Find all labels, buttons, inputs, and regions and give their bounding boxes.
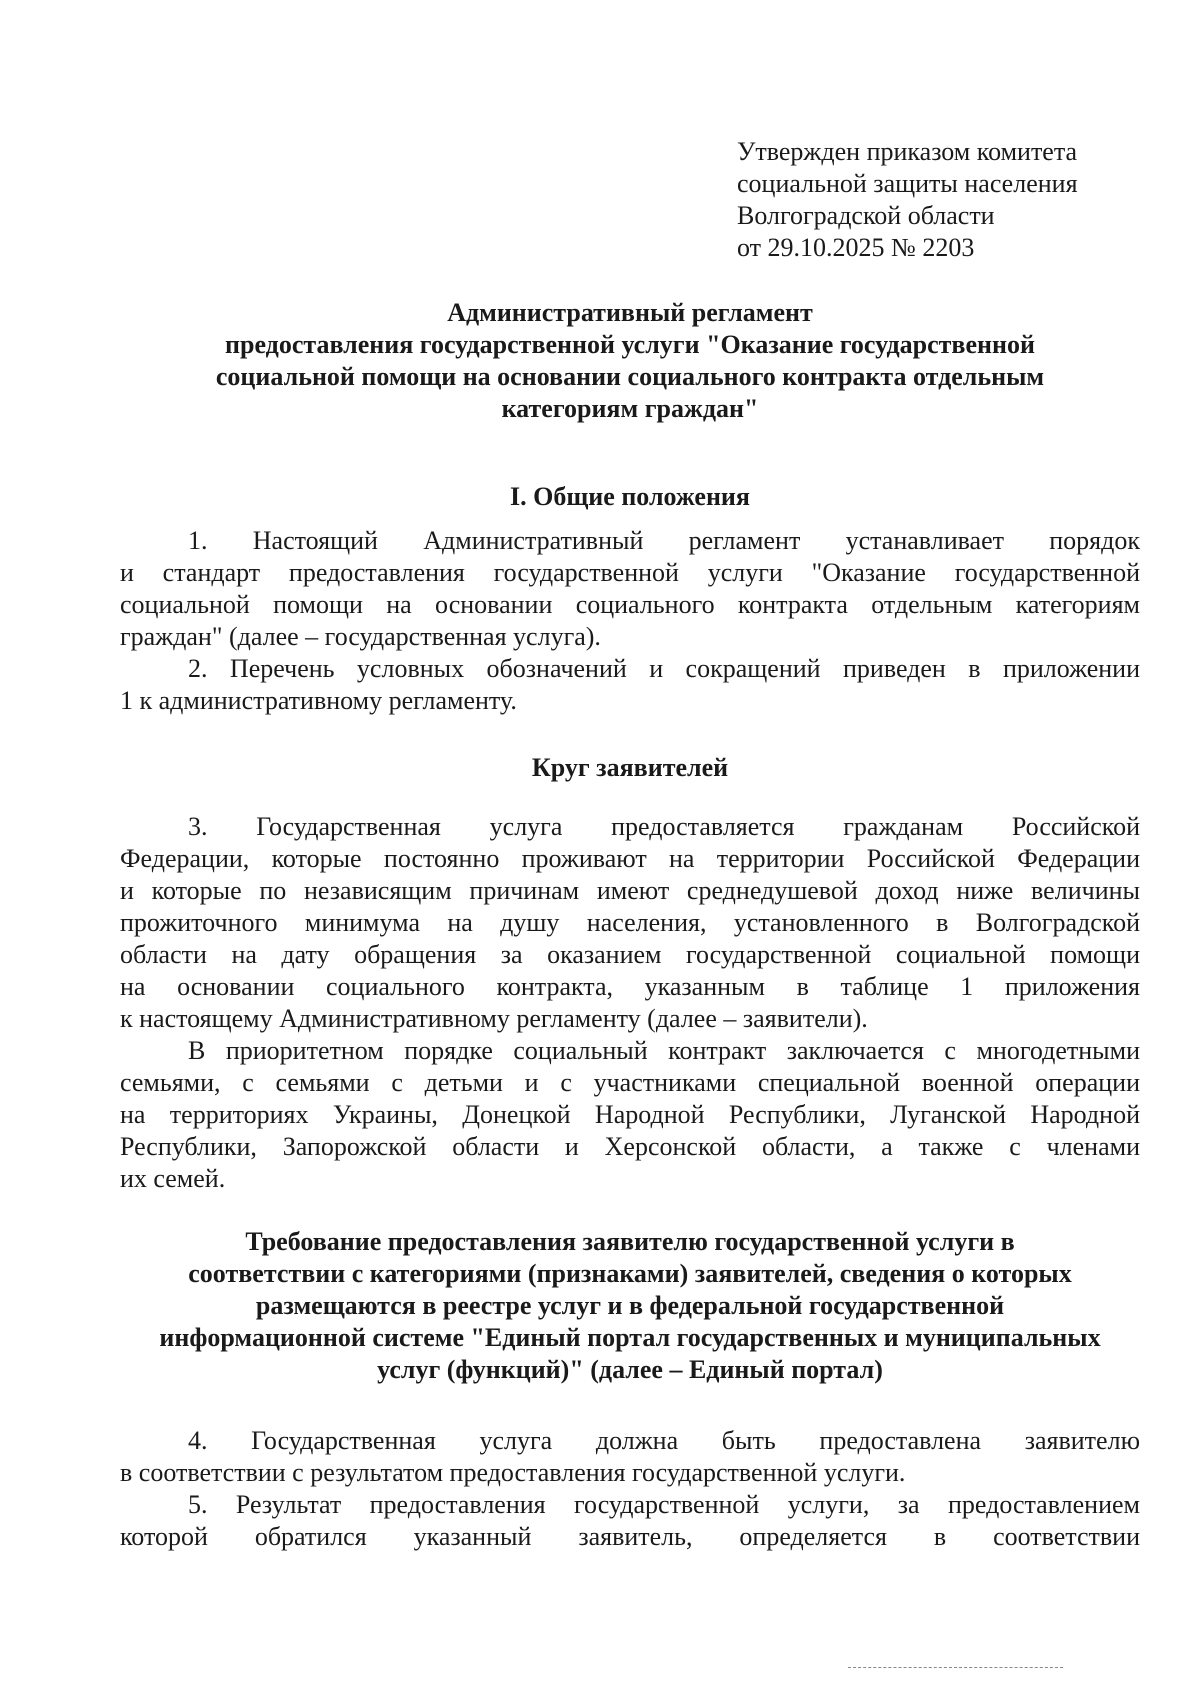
paragraph-line: семьями, с семьями с детьми и с участниками специальной военной операции	[120, 1068, 1140, 1097]
section-heading-applicants	[120, 752, 1140, 784]
section-heading-text: услуг (функций)" (далее – Единый портал)	[377, 1355, 883, 1384]
paragraph-line: 3. Государственная услуга предоставляется гражданам Российской	[188, 812, 1140, 841]
section-heading-requirements	[120, 1226, 1140, 1386]
paragraph-line: и стандарт предоставления государственной услуги "Оказание государственной	[120, 558, 1140, 587]
section-heading-general	[120, 481, 1140, 513]
section-heading-text: информационной системе "Единый портал государственных и муниципальных	[159, 1323, 1101, 1352]
document-title	[120, 297, 1140, 425]
approval-stamp-text	[737, 136, 1157, 264]
paragraph-3	[120, 811, 1140, 1035]
paragraph-3-priority	[120, 1035, 1140, 1195]
section-heading-text: соответствии с категориями (признаками) заявителей, сведения о которых	[188, 1259, 1072, 1288]
paragraph-line: на основании социального контракта, указанным в таблице 1 приложения	[120, 972, 1140, 1001]
approval-line: Утвержден приказом комитета	[737, 137, 1078, 166]
paragraph-line: граждан" (далее – государственная услуга).	[120, 622, 601, 651]
title-line: категориям граждан"	[501, 394, 759, 423]
paragraph-5	[120, 1489, 1140, 1553]
paragraph-line: 1 к административному регламенту.	[120, 686, 517, 715]
paragraph-line: их семей.	[120, 1164, 226, 1193]
title-line: предоставления государственной услуги "Оказание государственной	[225, 330, 1035, 359]
section-heading-text: I. Общие положения	[510, 482, 750, 511]
paragraph-line: 4. Государственная услуга должна быть предоставлена заявителю	[188, 1426, 1140, 1455]
paragraph-line: 2. Перечень условных обозначений и сокращений приведен в приложении	[188, 654, 1140, 683]
section-heading-text: размещаются в реестре услуг и в федеральной государственной	[255, 1291, 1005, 1320]
title-line: Административный регламент	[447, 298, 813, 327]
section-heading-text: Требование предоставления заявителю государственной услуги в	[245, 1227, 1015, 1256]
footer-dashed-line	[848, 1667, 1063, 1668]
paragraph-line: 5. Результат предоставления государственной услуги, за предоставлением	[188, 1490, 1140, 1519]
paragraph-line: Республики, Запорожской области и Херсонской области, а также с членами	[120, 1132, 1140, 1161]
paragraph-2	[120, 653, 1140, 717]
paragraph-line: в соответствии с результатом предоставления государственной услуги.	[120, 1458, 906, 1487]
approval-date-number: от 29.10.2025 № 2203	[737, 233, 975, 262]
paragraph-line: прожиточного минимума на душу населения, установленного в Волгоградской	[120, 908, 1140, 937]
paragraph-line: 1. Настоящий Административный регламент устанавливает порядок	[188, 526, 1140, 555]
paragraph-4	[120, 1425, 1140, 1489]
paragraph-line: В приоритетном порядке социальный контракт заключается с многодетными	[188, 1036, 1140, 1065]
paragraph-line: которой обратился указанный заявитель, определяется в соответствии	[120, 1522, 1140, 1551]
paragraph-line: и которые по независящим причинам имеют среднедушевой доход ниже величины	[120, 876, 1140, 905]
approval-line: социальной защиты населения	[737, 169, 1078, 198]
paragraph-line: социальной помощи на основании социального контракта отдельным категориям	[120, 590, 1140, 619]
approval-line: Волгоградской области	[737, 201, 995, 230]
section-heading-text: Круг заявителей	[531, 753, 729, 782]
paragraph-1	[120, 525, 1140, 653]
paragraph-line: области на дату обращения за оказанием государственной социальной помощи	[120, 940, 1140, 969]
paragraph-line: к настоящему Административному регламенту (далее – заявители).	[120, 1004, 868, 1033]
paragraph-line: Федерации, которые постоянно проживают на территории Российской Федерации	[120, 844, 1140, 873]
title-line: социальной помощи на основании социального контракта отдельным	[215, 362, 1045, 391]
paragraph-line: на территориях Украины, Донецкой Народной Республики, Луганской Народной	[120, 1100, 1140, 1129]
